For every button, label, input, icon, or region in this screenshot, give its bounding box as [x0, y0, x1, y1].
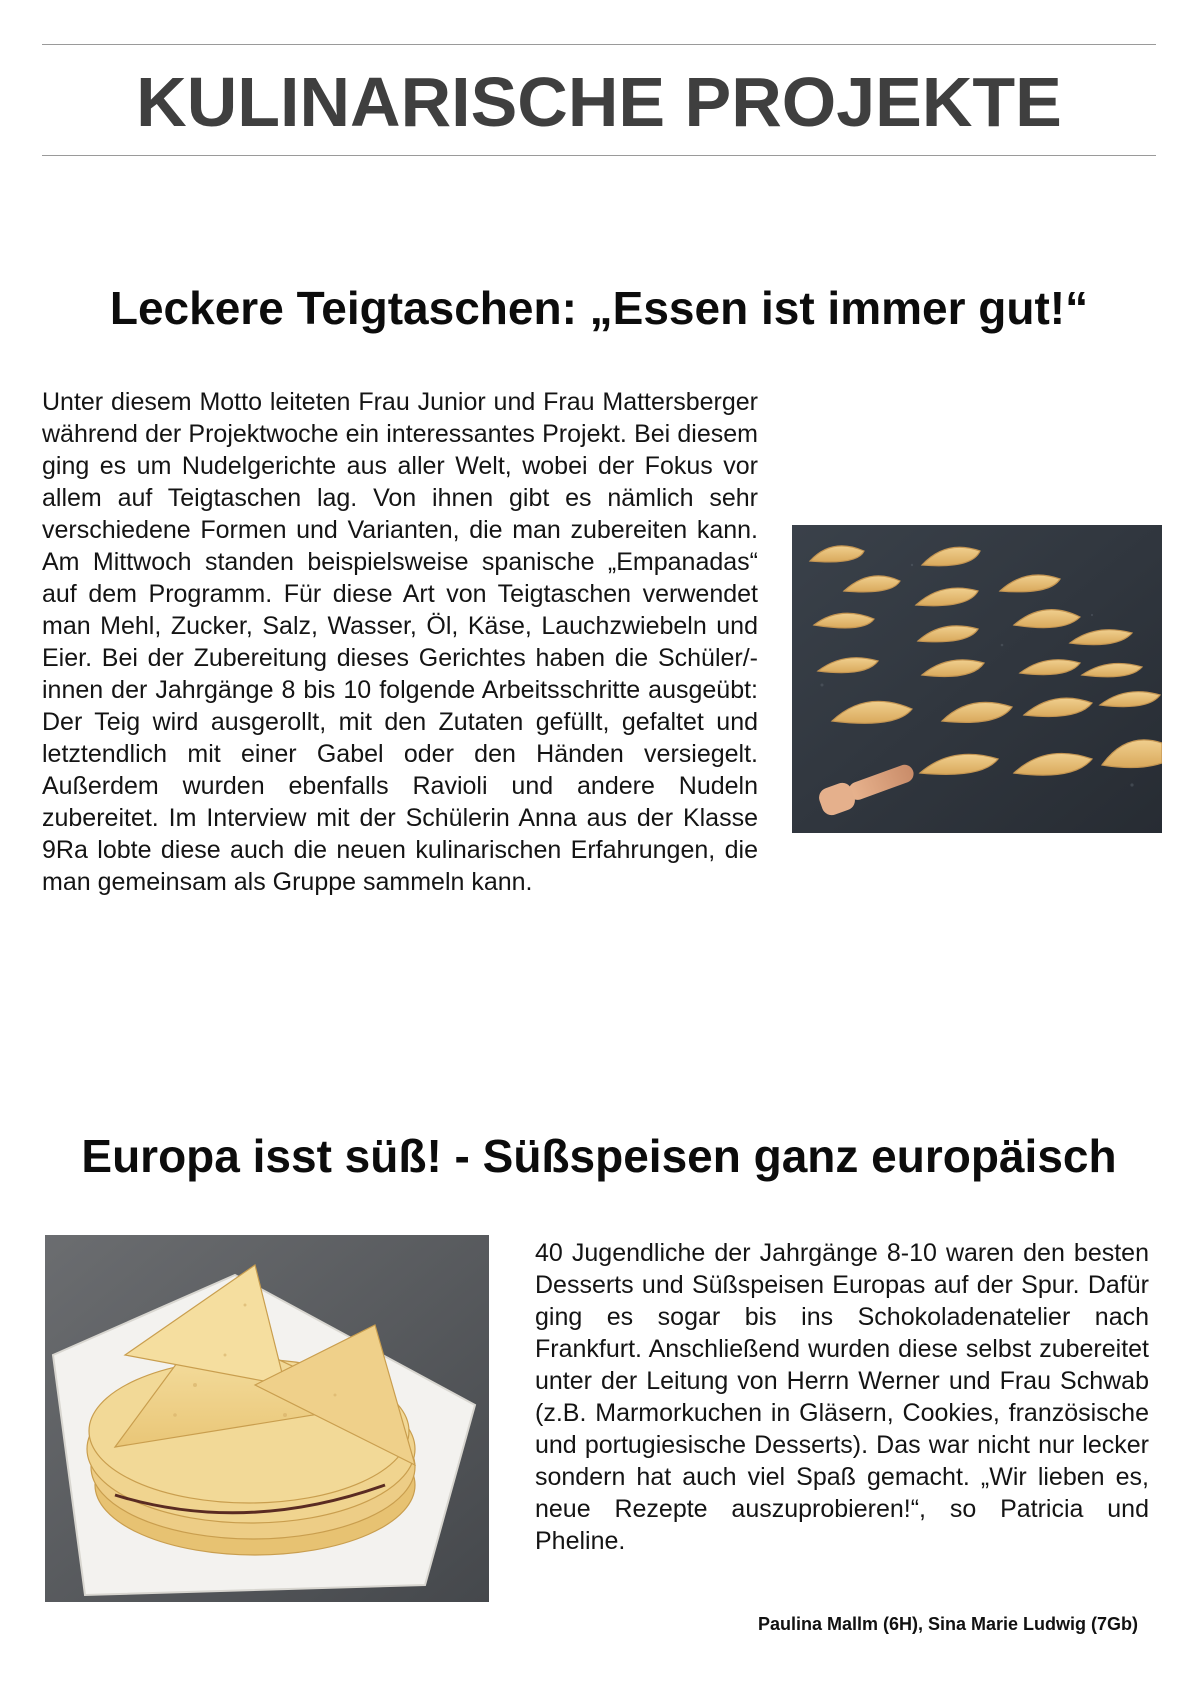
masthead-top-rule — [42, 44, 1156, 45]
article-1-headline: Leckere Teigtaschen: „Essen ist immer gut!“ — [109, 282, 1089, 334]
author-byline: Paulina Mallm (6H), Sina Marie Ludwig (7Gb) — [757, 1614, 1138, 1634]
empanadas-photo-image — [792, 525, 1162, 833]
empanadas-photo — [792, 525, 1162, 833]
masthead-bottom-rule — [42, 155, 1156, 156]
article-2-headline: Europa isst süß! - Süßspeisen ganz europäisch — [81, 1130, 1117, 1182]
crepes-photo-image — [45, 1235, 489, 1602]
article-2-body: 40 Jugendliche der Jahrgänge 8-10 waren den besten Desserts und Süßspeisen Europas auf der Spur. Dafür ging es sogar bis ins Schokoladenatelier nach Frankfurt. Anschließend wurden diese selbst zubereitet unter der Leitung von Herrn Werner und Frau Schwab (z.B. Marmorkuchen in Gläsern, Cookies, französische und portugiesische Desserts). Das war nicht nur lecker sondern hat auch viel Spaß gemacht. „Wir lieben es, neue Rezepte auszuprobieren!“, so Patricia und Pheline. — [535, 1239, 1149, 1555]
crepes-photo — [45, 1235, 489, 1602]
article-1-body: Unter diesem Motto leiteten Frau Junior und Frau Mattersberger während der Projektwoche ein interessantes Projekt. Bei diesem ging es um Nudelgerichte aus aller Welt, wobei der Fokus vor allem auf Teigtaschen lag. Von ihnen gibt es nämlich sehr verschiedene Formen und Varianten, die man zubereiten kann. Am Mittwoch standen beispielsweise spanische „Empanadas“ auf dem Programm. Für diese Art von Teigtaschen verwendet man Mehl, Zucker, Salz, Wasser, Öl, Käse, Lauchzwiebeln und Eier. Bei der Zubereitung dieses Gerichtes haben die Schüler/-innen der Jahrgänge 8 bis 10 folgende Arbeitsschritte ausgeübt: Der Teig wird ausgerollt, mit den Zutaten gefüllt, gefaltet und letztendlich mit einer Gabel oder den Händen versiegelt. Außerdem wurden ebenfalls Ravioli und andere Nudeln zubereitet. Im Interview mit der Schülerin Anna aus der Klasse 9Ra lobte diese auch die neuen kulinarischen Erfahrungen, die man gemeinsam als Gruppe sammeln kann. — [42, 388, 758, 896]
page-title: KULINARISCHE PROJEKTE — [136, 63, 1062, 141]
